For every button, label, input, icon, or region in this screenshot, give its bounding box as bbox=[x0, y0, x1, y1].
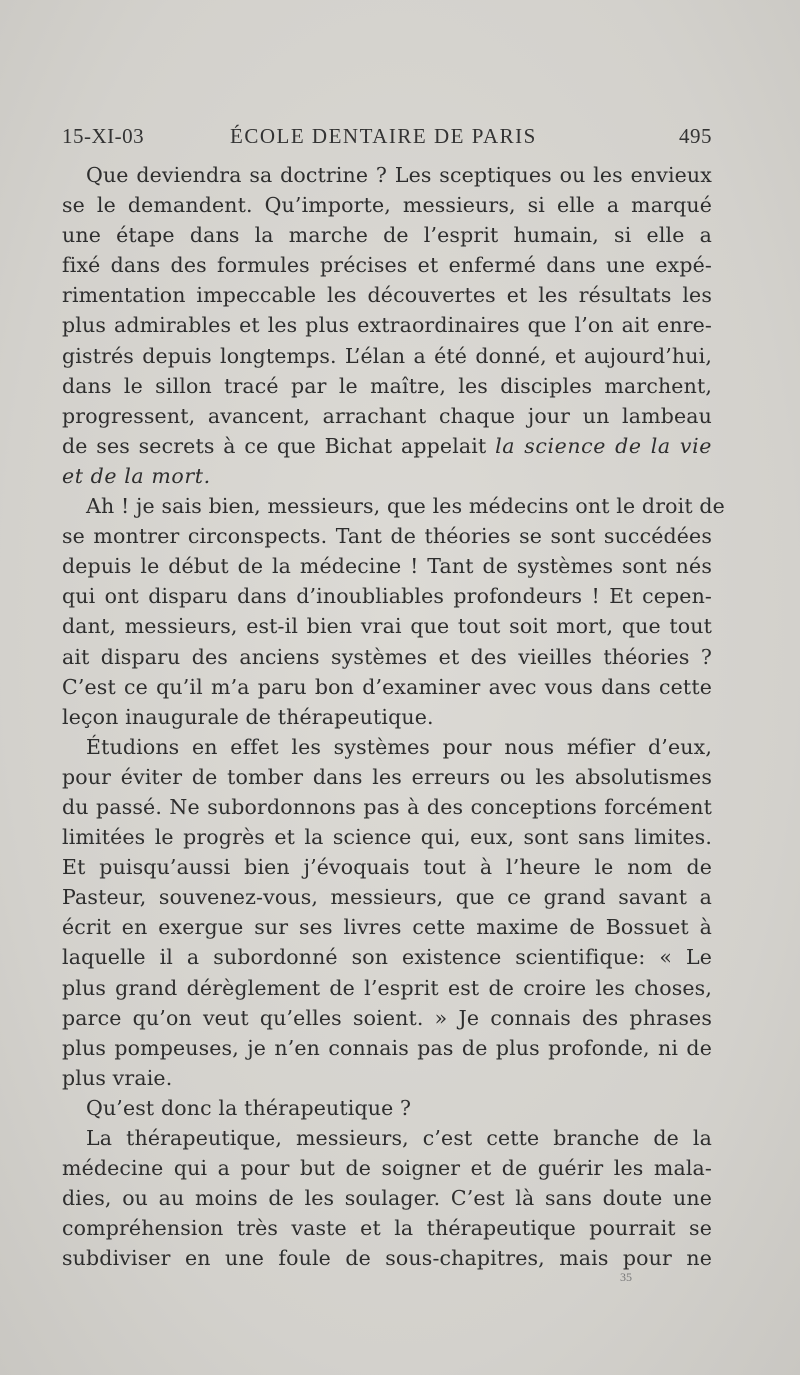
text-line: plus vraie. bbox=[62, 1065, 173, 1090]
text-line: Que deviendra sa doctrine ? Les sceptiques ou les envieux bbox=[86, 163, 712, 187]
text-line: ait disparu des anciens systèmes et des vieilles théories ? bbox=[62, 644, 712, 669]
text-line: subdiviser en une foule de sous-chapitres, mais pour ne bbox=[62, 1246, 712, 1271]
text-line: C’est ce qu’il m’a paru bon d’examiner avec vous dans cette bbox=[62, 674, 712, 699]
text-line: La thérapeutique, messieurs, c’est cette branche de la bbox=[86, 1126, 712, 1150]
text-line: dans le sillon tracé par le maître, les disciples marchent, bbox=[62, 373, 712, 398]
text-line: Pasteur, souvenez-vous, messieurs, que ce grand savant a bbox=[62, 885, 712, 910]
text-line: plus admirables et les plus extraordinaires que l’on ait enre- bbox=[62, 313, 712, 338]
text-line: laquelle il a subordonné son existence scientifique: « Le bbox=[62, 945, 712, 970]
text-line: dant, messieurs, est-il bien vrai que tout soit mort, que tout bbox=[62, 614, 712, 639]
text-line: fixé dans des formules précises et enfermé dans une expé- bbox=[62, 253, 712, 278]
text-line: compréhension très vaste et la thérapeutique pourrait se bbox=[62, 1216, 712, 1241]
text-line: du passé. Ne subordonnons pas à des conceptions forcément bbox=[62, 794, 712, 819]
text-segment: de ses secrets à ce que Bichat appelait bbox=[62, 433, 487, 458]
text-line: depuis le début de la médecine ! Tant de systèmes sont nés bbox=[62, 554, 712, 579]
text-line: plus pompeuses, je n’en connais pas de plus profonde, ni de bbox=[62, 1035, 712, 1060]
text-line: parce qu’on veut qu’elles soient. » Je connais des phrases bbox=[62, 1005, 712, 1030]
text-line: se montrer circonspects. Tant de théories se sont succédées bbox=[62, 524, 712, 549]
italic-phrase: la science de la vie bbox=[495, 433, 713, 458]
header-title: ÉCOLE DENTAIRE DE PARIS bbox=[230, 124, 537, 148]
text-line: leçon inaugurale de thérapeutique. bbox=[62, 704, 434, 729]
header-date: 15-XI-03 bbox=[62, 124, 145, 148]
text-line: une étape dans la marche de l’esprit humain, si elle a bbox=[62, 223, 712, 248]
text-line: Étudions en effet les systèmes pour nous méfier d’eux, bbox=[86, 734, 712, 759]
italic-phrase: et de la mort. bbox=[62, 463, 211, 488]
body-text bbox=[62, 160, 725, 1273]
text-line: progressent, avancent, arrachant chaque jour un lambeau bbox=[62, 403, 712, 428]
text-line: gistrés depuis longtemps. L’élan a été donné, et aujourd’hui, bbox=[62, 343, 712, 368]
text-line bbox=[62, 461, 712, 491]
text-line: médecine qui a pour but de soigner et de guérir les mala- bbox=[62, 1156, 712, 1181]
running-header bbox=[62, 124, 712, 154]
text-line bbox=[62, 431, 712, 461]
text-line: pour éviter de tomber dans les erreurs ou les absolutismes bbox=[62, 764, 712, 789]
text-line: se le demandent. Qu’importe, messieurs, si elle a marqué bbox=[62, 193, 712, 218]
signature-mark: 35 bbox=[620, 1270, 632, 1284]
text-line: dies, ou au moins de les soulager. C’est là sans doute une bbox=[62, 1186, 712, 1211]
text-line: Qu’est donc la thérapeutique ? bbox=[86, 1095, 412, 1120]
text-line: plus grand dérèglement de l’esprit est de croire les choses, bbox=[62, 975, 712, 1000]
text-line: limitées le progrès et la science qui, eux, sont sans limites. bbox=[62, 825, 712, 850]
text-line: rimentation impeccable les découvertes et les résultats les bbox=[62, 283, 712, 308]
text-line: Et puisqu’aussi bien j’évoquais tout à l’heure le nom de bbox=[62, 855, 712, 880]
text-line: écrit en exergue sur ses livres cette maxime de Bossuet à bbox=[62, 915, 712, 940]
page-number: 495 bbox=[679, 124, 712, 148]
text-line: Ah ! je sais bien, messieurs, que les médecins ont le droit de bbox=[86, 494, 725, 519]
text-line: qui ont disparu dans d’inoubliables profondeurs ! Et cepen- bbox=[62, 584, 712, 609]
